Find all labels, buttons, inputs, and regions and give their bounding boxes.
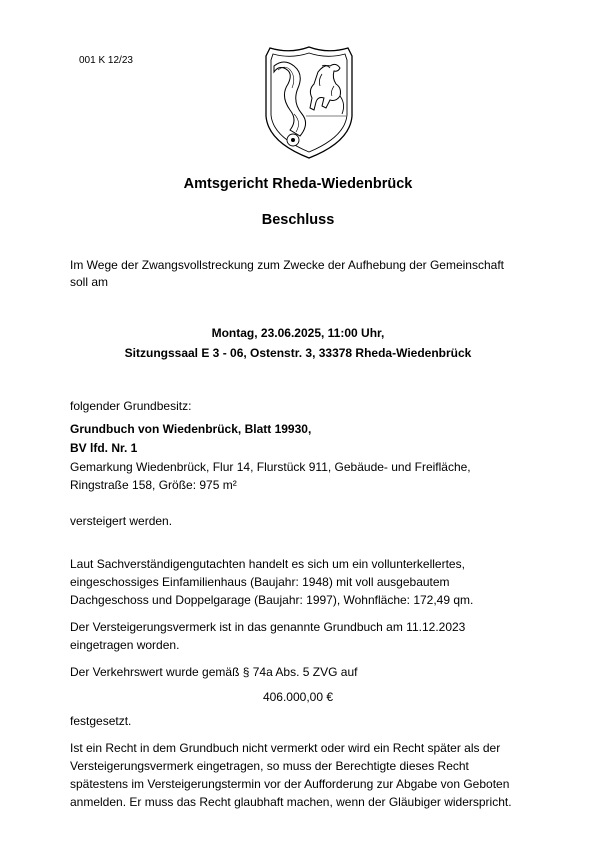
rights-notice-line: anmelden. Er muss das Recht glaubhaft machen, wenn der Gläubiger widerspricht.: [70, 795, 512, 809]
market-value-amount: 406.000,00 €: [262, 690, 334, 704]
rights-notice-line: Versteigerungsvermerk eingetragen, so muss der Berechtigte dieses Recht: [70, 759, 469, 773]
land-register-entry: Grundbuch von Wiedenbrück, Blatt 19930,: [70, 422, 312, 436]
register-note-line: Der Versteigerungsvermerk ist in das genannte Grundbuch am 11.12.2023: [70, 620, 466, 634]
parcel-description: Gemarkung Wiedenbrück, Flur 14, Flurstück 911, Gebäude- und Freifläche,: [70, 460, 471, 474]
case-reference: 001 K 12/23: [79, 55, 133, 66]
register-note-line: eingetragen worden.: [70, 638, 180, 652]
rights-notice-line: Ist ein Recht in dem Grundbuch nicht vermerkt oder wird ein Recht später als der: [70, 741, 501, 755]
intro-text-line: soll am: [70, 275, 109, 289]
auction-venue: Sitzungssaal E 3 - 06, Ostenstr. 3, 33378 Rheda-Wiedenbrück: [124, 346, 472, 360]
coat-of-arms-icon: [260, 44, 358, 160]
rights-notice-line: spätestens im Versteigerungstermin vor der Aufforderung zur Abgabe von Geboten: [70, 777, 510, 791]
court-name: Amtsgericht Rheda-Wiedenbrück: [183, 176, 413, 192]
auction-statement: versteigert werden.: [70, 514, 173, 528]
market-value-line: Der Verkehrswert wurde gemäß § 74a Abs. 5 ZVG auf: [70, 665, 358, 679]
appraisal-text-line: eingeschossiges Einfamilienhaus (Baujahr: 1948) mit voll ausgebautem: [70, 575, 450, 589]
auction-date: Montag, 23.06.2025, 11:00 Uhr,: [211, 326, 385, 340]
inventory-number: BV lfd. Nr. 1: [70, 441, 138, 455]
property-label: folgender Grundbesitz:: [70, 399, 192, 413]
parcel-description: Ringstraße 158, Größe: 975 m²: [70, 478, 237, 492]
document-title: Beschluss: [261, 212, 335, 228]
appraisal-text-line: Dachgeschoss und Doppelgarage (Baujahr: 1997), Wohnfläche: 172,49 qm.: [70, 593, 474, 607]
fixed-statement: festgesetzt.: [70, 714, 132, 728]
appraisal-text-line: Laut Sachverständigengutachten handelt es sich um ein vollunterkellertes,: [70, 557, 465, 571]
intro-text-line: Im Wege der Zwangsvollstreckung zum Zwecke der Aufhebung der Gemeinschaft: [70, 258, 504, 272]
